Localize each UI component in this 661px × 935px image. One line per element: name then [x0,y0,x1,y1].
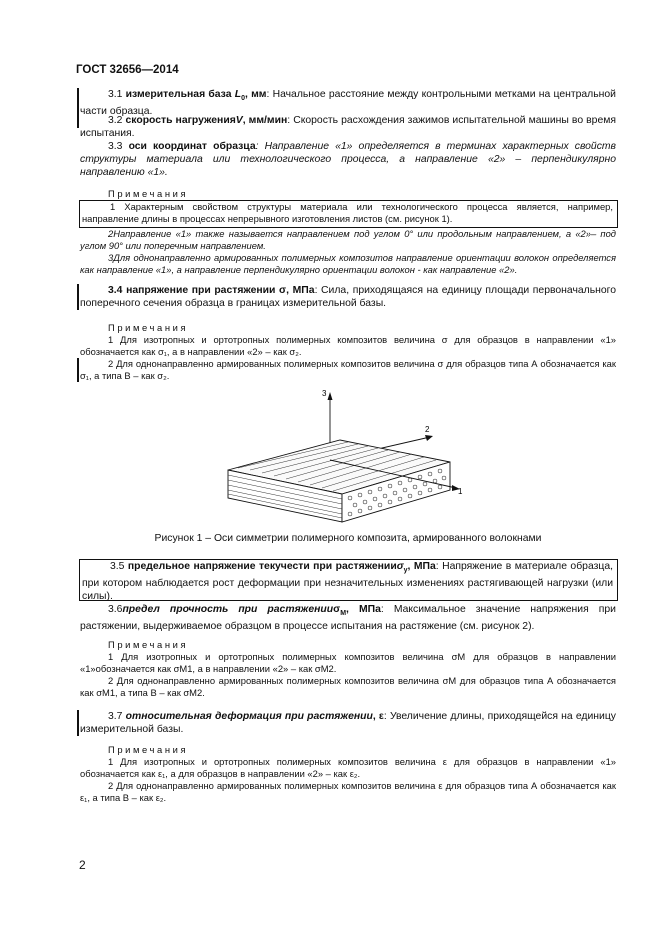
clause-3-2: 3.2 скорость нагруженияV, мм/мин: Скорость расхождения зажимов испытательной машины во время испытания. [80,115,616,140]
term: скорость нагружения [125,115,236,126]
revision-bar [77,88,79,128]
note-3-2: 2 Для однонаправленно армированных полимерных композитов величина σM для образцов типа А обозначается как σM1, а типа В – как σM2. [80,675,616,699]
notes-title: Примечания [108,322,189,333]
clause-3-7: 3.7 относительная деформация при растяжении, ε: Увеличение длины, приходящейся на единицу измерительной базы. [80,711,616,736]
note-2-1: 1 Для изотропных и ортотропных полимерных композитов величина σ для образцов в направлении «1» обозначается как σ₁, а в направлении «2» – как σ₂. [80,334,616,358]
document-header: ГОСТ 32656—2014 [76,64,179,76]
revision-bar [77,710,79,736]
term: оси координат образца [128,141,256,152]
notes-title: Примечания [108,639,189,650]
note-4-1: 1 Для изотропных и ортотропных полимерных композитов величина ε для образцов в направлении «1» обозначается как ε₁, а для образцов в направлении «2» – как ε₂. [80,756,616,780]
term: измерительная база [125,89,235,100]
clause-3-4: 3.4 напряжение при растяжении σ, МПа: Сила, приходящаяся на единицу площади первоначального поперечного сечения образца в границах измерительной базы. [80,285,616,310]
page-number: 2 [79,858,86,872]
notes-title: Примечания [108,188,189,199]
term: относительная деформация при растяжении [125,711,373,722]
axis-1-label: 1 [458,487,463,496]
figure-caption: Рисунок 1 – Оси симметрии полимерного композита, армированного волокнами [154,533,542,544]
composite-axes-figure [220,382,480,528]
axis-3-label: 3 [322,389,327,398]
note-2-2: 2 Для однонаправленно армированных полимерных композитов величина σ для образцов типа А обозначается как σ₁, а типа В – как σ₂. [80,358,616,382]
axis-2-arrow [425,435,433,441]
notes-title: Примечания [108,744,189,755]
clause-3-1: 3.1 измерительная база $L_0$, мм: Начальное расстояние между контрольными метками на центральной части образца. [80,89,616,118]
term: предел прочность при растяжении [122,604,334,615]
revision-bar [77,284,79,310]
axis-2-label: 2 [425,425,430,434]
note-1-2: 2Направление «1» также называется направлением под углом 0° или продольным направлением, а «2»– под углом 90° или поперечным направлением. [80,228,616,252]
term: напряжение при растяжении σ, МПа [126,285,315,296]
note-4-2: 2 Для однонаправленно армированных полимерных композитов величина ε для образцов типа А обозначается как ε₁, а типа В – как ε₂. [80,780,616,804]
clause-3-5: 3.5 предельное напряжение текучести при растяженииσ$_y$, МПа: Напряжение в материале образца, при котором наблюдается рост деформации при незначительных изменениях растягивающей нагрузки (или силы). [82,561,613,603]
term: предельное напряжение текучести при растяжении [127,561,397,572]
notes-block-4 [80,744,616,756]
note-1-3: 3Для однонаправленно армированных полимерных композитов направление ориентации волокон определяется как направление «1», а направление перпендикулярно ориентации волокон - как направление «2». [80,252,616,276]
note-3-1: 1 Для изотропных и ортотропных полимерных композитов величина σM для образцов в направлении «1»обозначается как σM1, а в направлении «2» – как σM2. [80,651,616,675]
axis-3-arrow [328,392,333,400]
clause-3-3: 3.3 оси координат образца: Направление «1» определяется в терминах характерных свойств структуры материала или технологического процесса, а направление «2» – перпендикулярно направлению «1». [80,141,616,179]
note-1-1: 1 Характерным свойством структуры материала или технологического процесса является, например, направление длины в процессах непрерывного изготовления листов (см. рисунок 1). [82,201,613,225]
notes-block-1 [80,188,616,200]
notes-block-2 [80,322,616,334]
revision-bar [77,358,79,382]
clause-3-6: 3.6предел прочность при растяженииσ$_M$, МПа: Максимальное значение напряжения при растяжении, выдерживаемое образцом в процессе испытания на растяжение (см. рисунок 2). [80,604,616,633]
notes-block-3 [80,639,616,651]
